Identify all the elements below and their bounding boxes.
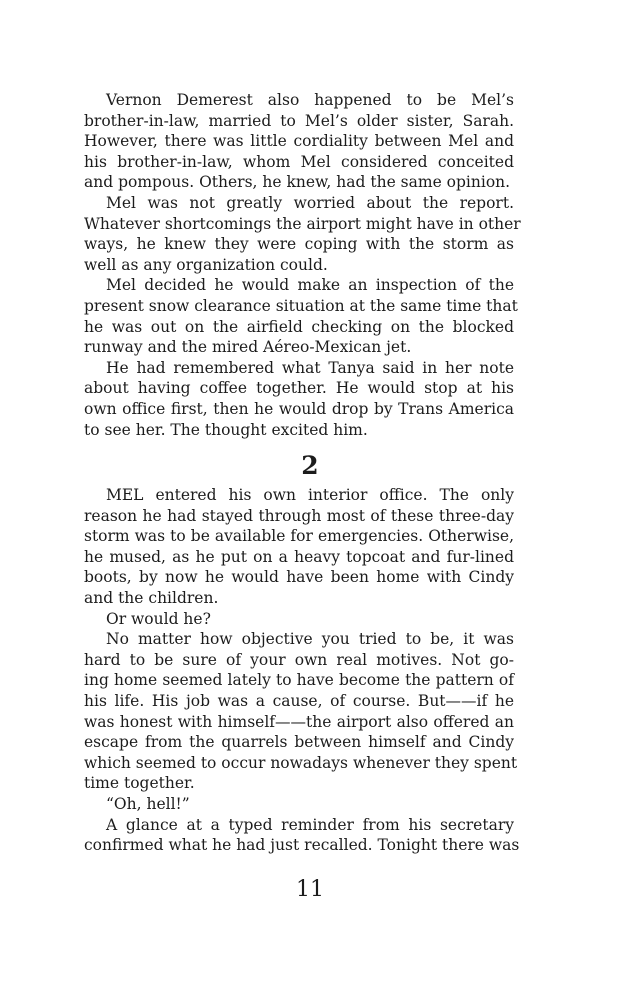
text-line: ways, he knew they were coping with the storm as: [84, 235, 514, 254]
text-line: runway and the mired Aéreo-Mexican jet.: [84, 338, 412, 357]
text-line: However, there was little cordiality between Mel and: [84, 132, 514, 151]
chapter-heading: 2: [301, 451, 319, 480]
text-line: and pompous. Others, he knew, had the same opinion.: [84, 173, 511, 192]
text-line: ing home seemed lately to have become the pattern of: [84, 671, 514, 690]
text-block-bottom: [84, 485, 520, 856]
text-line: hard to be sure of your own real motives. Not go-: [84, 650, 514, 669]
text-line: present snow clearance situation at the same time that: [84, 296, 518, 315]
text-line: he was out on the airfield checking on the blocked: [84, 317, 514, 336]
text-line: MEL entered his own interior office. The only: [106, 486, 514, 504]
text-line: A glance at a typed reminder from his secretary: [106, 815, 514, 834]
text-line: brother-in-law, married to Mel’s older sister, Sarah.: [84, 111, 514, 130]
text-line: which seemed to occur nowadays whenever they spent: [84, 753, 518, 772]
text-line: No matter how objective you tried to be, it was: [106, 630, 514, 649]
text-line: Vernon Demerest also happened to be Mel’s: [106, 91, 514, 109]
text-line: Or would he?: [106, 609, 211, 628]
text-line: his life. His job was a cause, of course. But——if he: [84, 691, 514, 710]
text-line: about having coffee together. He would stop at his: [84, 379, 514, 398]
text-block-top: [84, 90, 521, 440]
text-line: Mel decided he would make an inspection of the: [106, 276, 514, 295]
text-line: He had remembered what Tanya said in her note: [106, 358, 514, 377]
text-line: escape from the quarrels between himself and Cindy: [84, 733, 514, 752]
text-line: to see her. The thought excited him.: [84, 420, 368, 439]
text-line: storm was to be available for emergencies. Otherwise,: [84, 527, 514, 546]
text-line: his brother-in-law, whom Mel considered conceited: [84, 152, 514, 171]
text-line: was honest with himself——the airport also offered an: [84, 712, 514, 731]
text-line: boots, by now he would have been home with Cindy: [84, 568, 514, 587]
text-line: Whatever shortcomings the airport might have in other: [84, 214, 521, 233]
text-line: “Oh, hell!”: [106, 794, 190, 813]
text-line: time together.: [84, 774, 195, 793]
text-line: confirmed what he had just recalled. Tonight there was: [84, 836, 520, 855]
text-line: he mused, as he put on a heavy topcoat and fur-lined: [84, 547, 514, 566]
text-line: own office first, then he would drop by Trans America: [84, 399, 514, 418]
text-line: and the children.: [84, 588, 219, 607]
page-number: 11: [296, 877, 324, 902]
text-line: well as any organization could.: [84, 255, 328, 274]
text-line: reason he had stayed through most of these three-day: [84, 506, 514, 525]
text-line: Mel was not greatly worried about the report.: [106, 193, 514, 212]
